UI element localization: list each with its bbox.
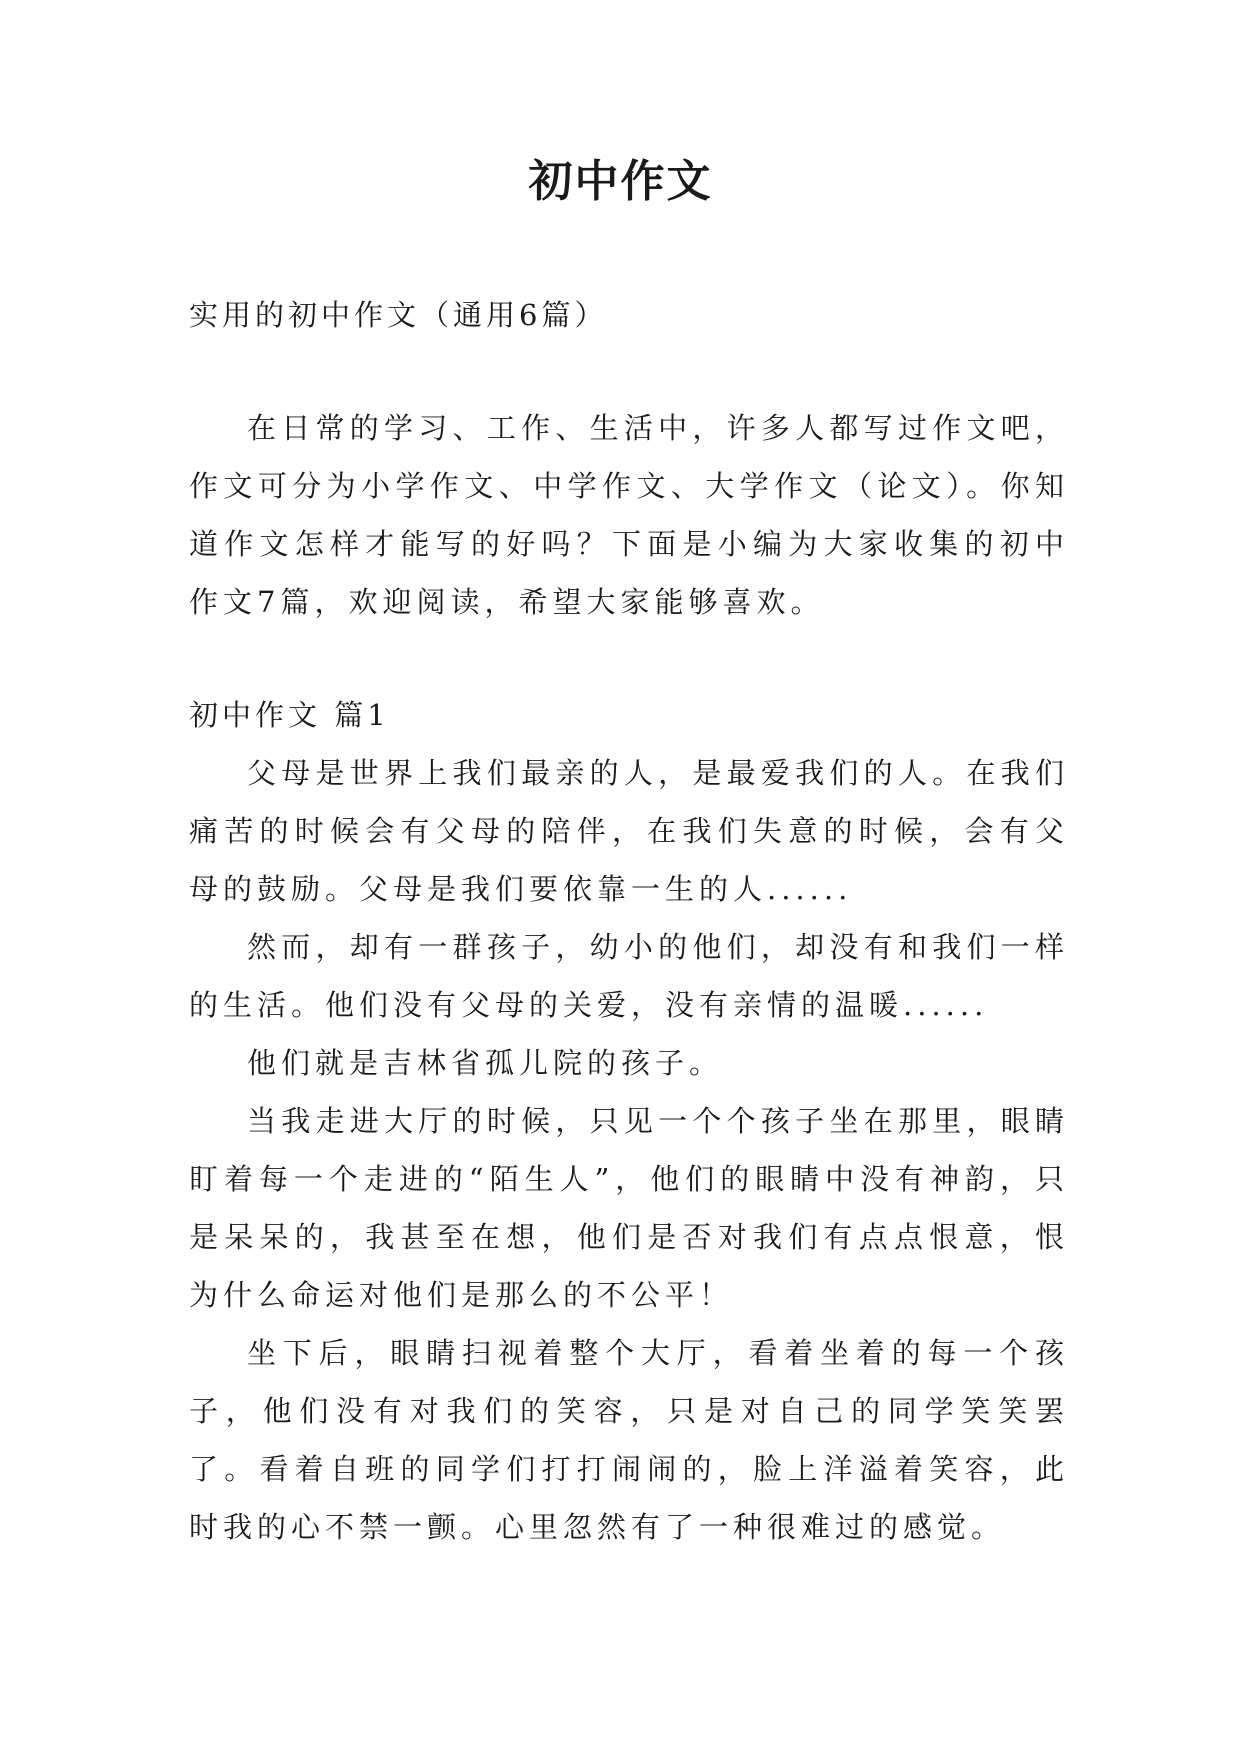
body-paragraph: 坐下后，眼睛扫视着整个大厅，看着坐着的每一个孩子，他们没有对我们的笑容，只是对自己的同学笑笑罢了。看着自班的同学们打打闹闹的，脸上洋溢着笑容，此时我的心不禁一颤。心里忽然有了一种很难过的感觉。	[189, 1336, 1069, 1544]
body-paragraph: 然而，却有一群孩子，幼小的他们，却没有和我们一样的生活。他们没有父母的关爱，没有亲情的温暖......	[189, 930, 1069, 1022]
section-heading: 初中作文 篇1	[189, 698, 390, 732]
body-paragraph: 他们就是吉林省孤儿院的孩子。	[247, 1046, 724, 1080]
document-subtitle: 实用的初中作文（通用6篇）	[189, 298, 608, 332]
intro-paragraph: 在日常的学习、工作、生活中，许多人都写过作文吧，作文可分为小学作文、中学作文、大学作文（论文）。你知道作文怎样才能写的好吗？下面是小编为大家收集的初中作文7篇，欢迎阅读，希望大家能够喜欢。	[189, 411, 1069, 619]
document-body	[189, 286, 1069, 1556]
body-paragraph: 当我走进大厅的时候，只见一个个孩子坐在那里，眼睛盯着每一个走进的“陌生人”，他们的眼睛中没有神韵，只是呆呆的，我甚至在想，他们是否对我们有点点恨意，恨为什么命运对他们是那么的不公平！	[189, 1104, 1069, 1312]
body-paragraph: 父母是世界上我们最亲的人，是最爱我们的人。在我们痛苦的时候会有父母的陪伴，在我们失意的时候，会有父母的鼓励。父母是我们要依靠一生的人......	[189, 756, 1069, 906]
document-title: 初中作文	[528, 156, 713, 207]
